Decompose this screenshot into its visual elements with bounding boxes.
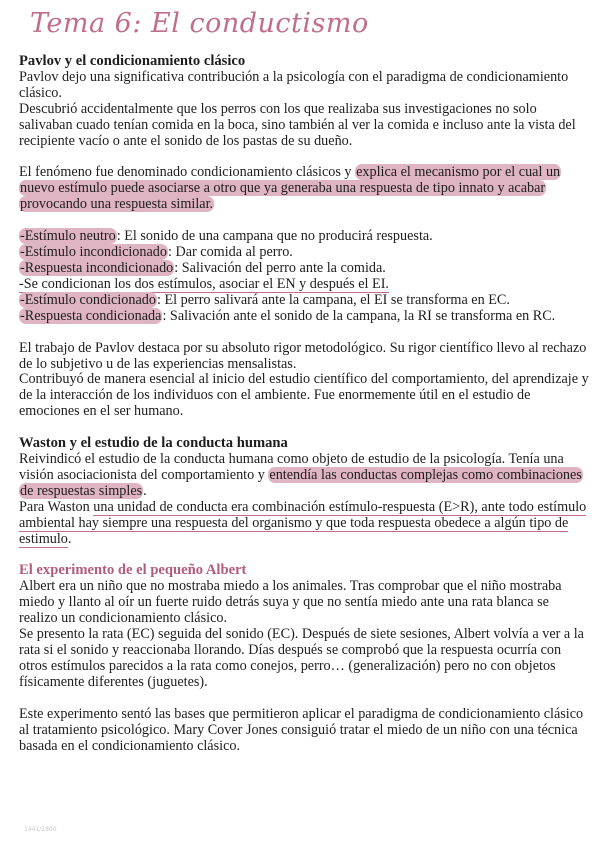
list-item	[19, 277, 589, 293]
list-item	[19, 309, 589, 325]
term-definition: : Salivación del perro ante la comida.	[174, 259, 386, 276]
paragraph-text: .	[143, 482, 147, 499]
list-item	[19, 245, 589, 261]
underlined-text: una unidad de conducta era combinación estímulo-respuesta (E>R), ante todo estímulo ambiental hay siempre una respuesta del organismo y que toda respuesta obedece a algún tipo de estimulo	[19, 498, 587, 547]
page-title: Tema 6: El conductismo	[30, 8, 369, 39]
term-highlight: -Respuesta incondicionado	[20, 259, 174, 276]
paragraph: Pavlov dejo una significativa contribución a la psicología con el paradigma de condicionamiento clásico.	[19, 68, 569, 101]
paragraph: Albert era un niño que no mostraba miedo a los animales. Tras comprobar que el niño mostraba miedo y llanto al oír un fuerte ruido detrás suya y que no sentía miedo ante una rata blanca se realizo un condicionamiento clásico.	[19, 578, 562, 627]
paragraph-text: Reivindicó el estudio de la conducta humana como objeto de estudio de la psicología. Tenía una visión asociacionista del comportamiento y	[19, 451, 564, 483]
highlighted-text: explica el mecanismo por el cual un nuevo estímulo puede asociarse a otro que ya generaba una respuesta de tipo innato y acabar provocando una respuesta similar.	[20, 164, 561, 213]
term-definition: : Dar comida al perro.	[167, 244, 293, 261]
term-definition: : El sonido de una campana que no producirá respuesta.	[116, 228, 433, 245]
term-definition: : El perro salivará ante la campana, el EI se transforma en EC.	[156, 291, 510, 308]
term-highlight: -Respuesta condicionada	[20, 307, 162, 324]
underlined-text: -Se condicionan los dos estímulos, asociar el EN y después el EI.	[19, 275, 389, 292]
paragraph: Este experimento sentó las bases que permitieron aplicar el paradigma de condicionamiento clásico al tratamiento psicológico. Mary Cover Jones consiguió tratar el miedo de un niño con una técnica basada en el condicionamiento clásico.	[19, 705, 584, 754]
section-heading-watson: Waston y el estudio de la conducta humana	[19, 435, 288, 452]
paragraph	[19, 452, 589, 500]
term-definition: : Salivación ante el sonido de la campana, la RI se transforma en RC.	[162, 307, 556, 324]
paragraph-text: .	[67, 530, 72, 547]
footer-watermark: 1441/1800	[24, 826, 57, 833]
list-item	[19, 261, 589, 277]
paragraph: Contribuyó de manera esencial al inicio del estudio científico del comportamiento, del aprendizaje y de la interacción de los individuos con el ambiente. Fue enormemente útil en el estudio de emociones en el ser humano.	[19, 371, 589, 420]
section-heading-pavlov: Pavlov y el condicionamiento clásico	[19, 53, 246, 69]
paragraph	[19, 165, 589, 213]
paragraph: El trabajo de Pavlov destaca por su absoluto rigor metodológico. Su rigor científico llevo al rechazo de lo subjetivo u de las experiencias mensalistas.	[19, 339, 587, 372]
paragraph	[19, 500, 589, 548]
list-item	[19, 293, 589, 309]
paragraph-text: Para Waston	[19, 498, 94, 515]
term-highlight: -Estímulo neutro	[20, 228, 116, 245]
highlighted-text: entendía las conductas complejas como combinaciones de respuestas simples	[20, 466, 582, 499]
term-highlight: -Estímulo condicionado	[20, 291, 156, 308]
paragraph: Descubrió accidentalmente que los perros con los que realizaba sus investigaciones no solo salivaban cuado tenían comida en la boca, sino también al ver la comida e incluso ante la vista del recipiente vacío o ante el sonido de los pastas de su dueño.	[19, 100, 576, 149]
list-item	[19, 229, 589, 245]
term-highlight: -Estímulo incondicionado	[20, 244, 167, 261]
section-heading-albert: El experimento de el pequeño Albert	[19, 562, 247, 579]
paragraph-text: El fenómeno fue denominado condicionamiento clásicos y	[19, 164, 356, 181]
document-body	[19, 54, 589, 754]
paragraph: Se presento la rata (EC) seguida del sonido (EC). Después de siete sesiones, Albert volvía a ver a la rata si el sonido y reaccionaba llorando. Días después se comprobó que la respuesta ocurría con otros estímulos parecidos a la rata como conejos, perro… (generalización) pero no con objetos físicamente diferentes (juguetes).	[19, 626, 584, 690]
